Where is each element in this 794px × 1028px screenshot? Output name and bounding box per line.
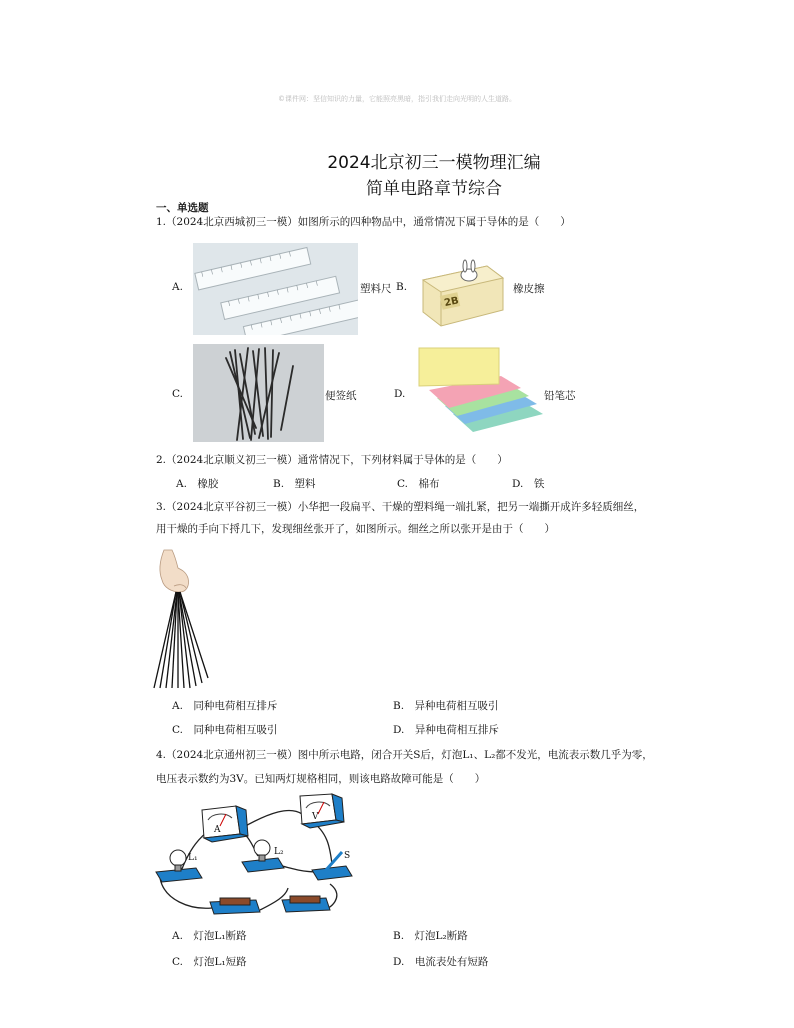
eraser-label: 2B xyxy=(443,295,460,310)
ammeter-label: A xyxy=(214,825,221,835)
switch-icon xyxy=(312,851,352,880)
plastic-string-image xyxy=(152,548,214,690)
page-subtitle: 简单电路章节综合 xyxy=(366,179,502,199)
question-3-stem-line1: 3.（2024北京平谷初三一模）小华把一段扁平、干燥的塑料绳一端扎紧，把另一端撕开成许多轻质细丝， xyxy=(156,501,645,513)
voltmeter-label: V xyxy=(312,812,319,822)
q3-option-d: D. 异种电荷相互排斥 xyxy=(393,724,499,736)
lamp-l2-label: L₂ xyxy=(274,847,284,857)
question-4-stem-line2: 电压表示数约为3V。已知两灯规格相同，则该电路故障可能是（ ） xyxy=(156,773,486,785)
voltmeter-icon xyxy=(300,794,344,828)
q1-option-c-letter: C. xyxy=(172,388,183,400)
q1-option-b-label: 橡皮擦 xyxy=(513,283,545,295)
q2-option-a: A. 橡胶 xyxy=(176,478,219,490)
section-heading: 一、单选题 xyxy=(156,202,209,214)
q1-option-d-letter: D. xyxy=(394,388,406,400)
q1-option-a-label: 塑料尺 xyxy=(360,283,392,295)
q4-option-d: D. 电流表处有短路 xyxy=(393,956,489,968)
q2-option-d: D. 铁 xyxy=(512,478,545,490)
q1-option-a-letter: A. xyxy=(172,281,183,293)
q3-option-c: C. 同种电荷相互吸引 xyxy=(172,724,278,736)
lamp-l1-label: L₁ xyxy=(188,853,198,863)
lamp-l1-icon xyxy=(156,850,202,882)
q2-option-c: C. 棉布 xyxy=(397,478,440,490)
lamp-l2-icon xyxy=(242,840,284,872)
q1-option-d-label: 铅笔芯 xyxy=(544,390,576,402)
switch-label: S xyxy=(344,851,351,861)
watermark: ©课件网：坚信知识的力量，它能照亮黑暗，指引我们走向光明的人生道路。 xyxy=(278,95,516,103)
plastic-ruler-image xyxy=(193,243,358,335)
question-4-stem-line1: 4.（2024北京通州初三一模）图中所示电路，闭合开关S后，灯泡L₁、L₂都不发光，电流表示数几乎为零， xyxy=(156,749,653,761)
sticky-notes-image xyxy=(413,344,546,442)
question-2-stem: 2.（2024北京顺义初三一模）通常情况下，下列材料属于导体的是（ ） xyxy=(156,454,508,466)
q1-option-c-label: 便签纸 xyxy=(325,390,357,402)
ammeter-icon xyxy=(202,806,248,842)
q4-option-c: C. 灯泡L₁短路 xyxy=(172,956,247,968)
q4-option-a: A. 灯泡L₁断路 xyxy=(172,930,247,942)
question-3-stem-line2: 用干燥的手向下捋几下，发现细丝张开了，如图所示。细丝之所以张开是由于（ ） xyxy=(156,523,555,535)
circuit-diagram xyxy=(150,792,362,922)
pencil-lead-image xyxy=(193,344,324,442)
page-title: 2024北京初三一模物理汇编 xyxy=(327,153,541,173)
q2-option-b: B. 塑料 xyxy=(273,478,316,490)
q1-option-b-letter: B. xyxy=(396,281,408,293)
q4-option-b: B. 灯泡L₂断路 xyxy=(393,930,468,942)
q3-option-b: B. 异种电荷相互吸引 xyxy=(393,700,499,712)
q3-option-a: A. 同种电荷相互排斥 xyxy=(172,700,278,712)
question-1-stem: 1.（2024北京西城初三一模）如图所示的四种物品中，通常情况下属于导体的是（ ） xyxy=(156,216,571,228)
eraser-image xyxy=(417,252,505,328)
